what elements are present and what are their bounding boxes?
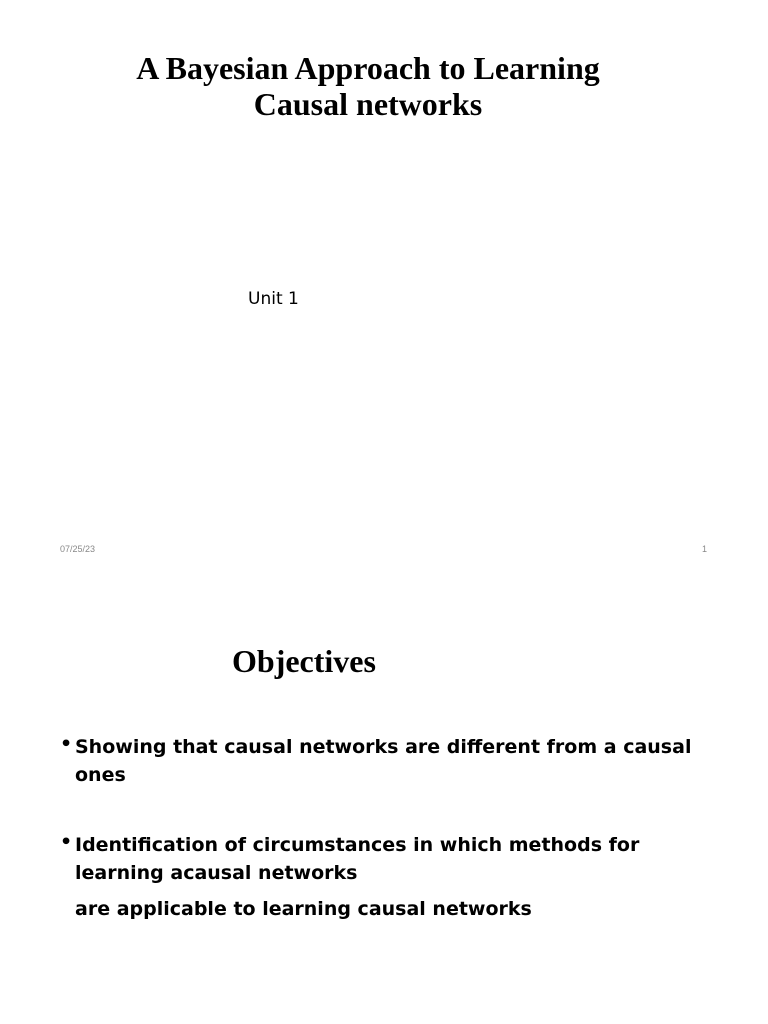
- bullet-icon: •: [60, 831, 73, 853]
- bullet-text-line: are applicable to learning causal networks: [75, 898, 532, 920]
- list-item: [60, 831, 710, 923]
- bullet-text-line: Showing that causal networks are different from a causal: [75, 736, 692, 758]
- title-line-2: Causal networks: [253, 86, 483, 122]
- bullet-text-line: Identification of circumstances in which methods for: [75, 834, 640, 856]
- footer-page-number: 1: [702, 544, 708, 554]
- list-item: [60, 733, 710, 789]
- title-line-1: A Bayesian Approach to Learning: [136, 50, 600, 86]
- footer-date: 07/25/23: [60, 544, 96, 554]
- bullet-text-line: ones: [75, 764, 126, 786]
- bullet-icon: •: [60, 733, 73, 755]
- objectives-list: [60, 733, 710, 965]
- bullet-text-line: learning acausal networks: [75, 862, 358, 884]
- slide-title: [40, 50, 696, 122]
- slide-2: [0, 575, 768, 1024]
- slide-subtitle: Unit 1: [248, 289, 299, 309]
- slide-title: Objectives: [232, 643, 376, 679]
